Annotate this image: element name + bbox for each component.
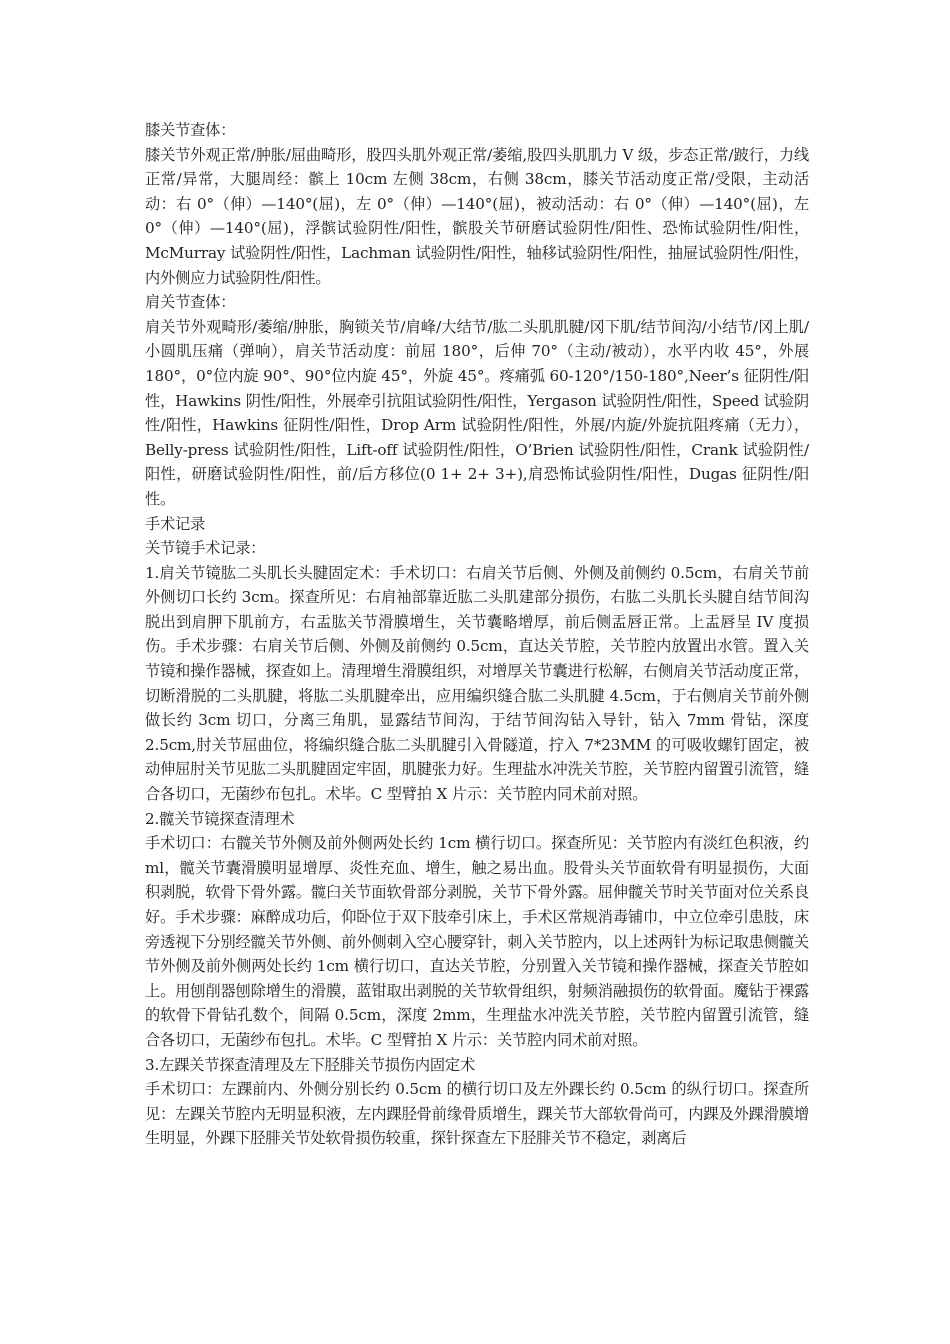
knee-exam-heading: 膝关节查体： [145, 121, 236, 139]
shoulder-exam-paragraph: 肩关节外观畸形/萎缩/肿胀，胸锁关节/肩峰/大结节/肱二头肌肌腱/冈下肌/结节间沟/小结节/冈上肌/小圆肌压痛（弹响），肩关节活动度：前屈 180°，后伸 70°（主动/被动），水平内收 45°，外展 180°，0°位内旋 90°、90°位内旋 45°，外旋 45°。疼痛弧 60-120°/150-180°,Neer’s 征阴性/阳性，Hawkins 阴性/阳性，外展牵引抗阻试验阴性/阳性，Yergason 试验阴性/阳性，Speed 试验阴性/阳性，Hawkins 征阴性/阳性，Drop Arm 试验阴性/阳性，外展/内旋/外旋抗阻疼痛（无力），Belly-press 试验阴性/阳性，Lift-off 试验阴性/阳性，O’Brien 试验阴性/阳性，Crank 试验阴性/阳性，研磨试验阴性/阳性，前/后方移位(0 1+ 2+ 3+),肩恐怖试验阴性/阳性，Dugas 征阴性/阳性。 [145, 317, 809, 508]
shoulder-exam-heading: 肩关节查体： [145, 293, 236, 312]
operation-1-paragraph: 1.肩关节镜肱二头肌长头腱固定术：手术切口：右肩关节后侧、外侧及前侧约 0.5cm，右肩关节前外侧切口长约 3cm。探查所见：右肩袖部靠近肱二头肌建部分损伤，右肱二头肌长头腱自结节间沟脱出到肩胛下肌前方，右盂肱关节滑膜增生，关节囊略增厚，前后侧盂唇正常。上盂唇呈 IV 度损伤。手术步骤：右肩关节后侧、外侧及前侧约 0.5cm，直达关节腔，关节腔内放置出水管。置入关节镜和操作器械，探查如上。清理增生滑膜组织，对增厚关节囊进行松解，右侧肩关节活动度正常，切断滑脱的二头肌腱，将肱二头肌腱牵出，应用编织缝合肱二头肌腱 4.5cm，于右侧肩关节前外侧做长约 3cm 切口，分离三角肌，显露结节间沟，于结节间沟钻入导针，钻入 7mm 骨钻，深度 2.5cm,肘关节屈曲位，将编织缝合肱二头肌腱引入骨隧道，拧入 7*23MM 的可吸收螺钉固定，被动伸屈肘关节见肱二头肌腱固定牢固，肌腱张力好。生理盐水冲洗关节腔，关节腔内留置引流管，缝合各切口，无菌纱布包扎。术毕。C 型臂拍 X 片示：关节腔内同术前对照。 [145, 563, 809, 804]
operation-2-paragraph: 手术切口：右髋关节外侧及前外侧两处长约 1cm 横行切口。探查所见：关节腔内有淡红色积液，约 ml，髋关节囊滑膜明显增厚、炎性充血、增生，触之易出血。股骨头关节面软骨有明显损伤，大面积剥脱，软骨下骨外露。髋臼关节面软骨部分剥脱，关节下骨外露。屈伸髋关节时关节面对位关系良好。手术步骤：麻醉成功后，仰卧位于双下肢牵引床上，手术区常规消毒铺巾，中立位牵引患肢，床旁透视下分别经髋关节外侧、前外侧刺入空心腰穿针，刺入关节腔内，以上述两针为标记取患侧髋关节外侧及前外侧两处长约 1cm 横行切口，直达关节腔，分别置入关节镜和操作器械，探查关节腔如上。用刨削器刨除增生的滑膜，蓝钳取出剥脱的关节软骨组织，射频消融损伤的软骨面。魔钻于裸露的软骨下骨钻孔数个，间隔 0.5cm，深度 2mm，生理盐水冲洗关节腔，关节腔内留置引流管，缝合各切口，无菌纱布包扎。术毕。C 型臂拍 X 片示：关节腔内同术前对照。 [145, 834, 809, 1049]
operation-3-title: 3.左踝关节探查清理及左下胫腓关节损伤内固定术 [145, 1055, 475, 1074]
operation-2-title: 2.髋关节镜探查清理术 [145, 809, 295, 828]
arthroscopy-record-heading: 关节镜手术记录： [145, 539, 266, 558]
knee-exam-paragraph: 膝关节外观正常/肿胀/屈曲畸形，股四头肌外观正常/萎缩,股四头肌肌力 V 级，步态正常/跛行，力线正常/异常，大腿周经：髌上 10cm 左侧 38cm，右侧 38cm，膝关节活动度正常/受限，主动活动：右 0°（伸）—140°(屈)，左 0°（伸）—140°(屈)，被动活动：右 0°（伸）—140°(屈)，左 0°（伸）—140°(屈)，浮髌试验阴性/阳性，髌股关节研磨试验阴性/阳性、恐怖试验阴性/阳性，McMurray 试验阴性/阳性，Lachman 试验阴性/阳性，轴移试验阴性/阳性，抽屉试验阴性/阳性，内外侧应力试验阴性/阳性。 [145, 145, 809, 287]
surgery-record-heading: 手术记录 [145, 514, 206, 533]
document-page [145, 118, 809, 1151]
operation-3-paragraph: 手术切口：左踝前内、外侧分别长约 0.5cm 的横行切口及左外踝长约 0.5cm 的纵行切口。探查所见：左踝关节腔内无明显积液，左内踝胫骨前缘骨质增生，踝关节大部软骨尚可，内踝及外踝滑膜增生明显，外踝下胫腓关节处软骨损伤较重，探针探查左下胫腓关节不稳定，剥离后 [145, 1080, 809, 1148]
